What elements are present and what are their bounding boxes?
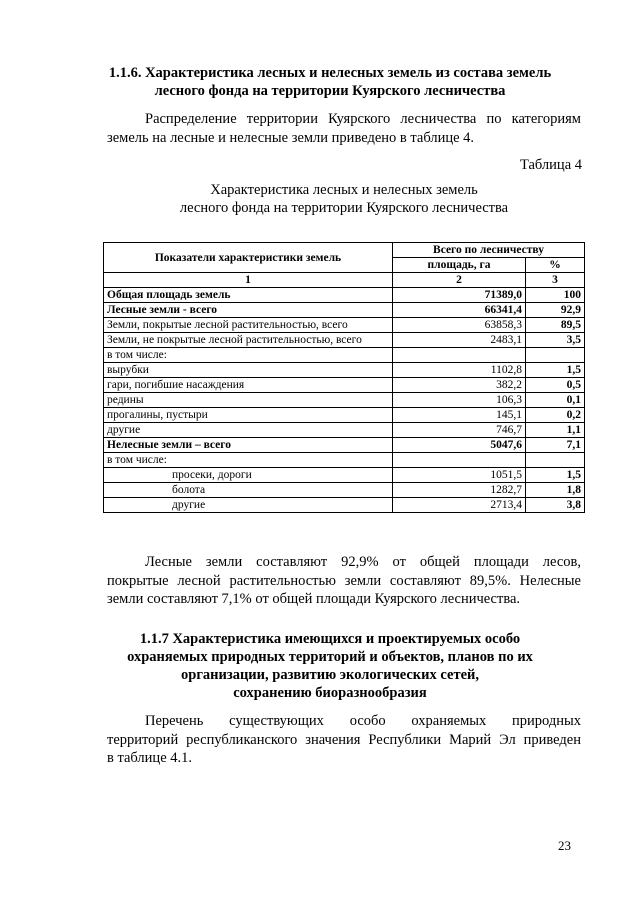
table-row xyxy=(104,318,585,333)
row-percent: 89,5 xyxy=(526,318,585,333)
table-row xyxy=(104,483,585,498)
row-area: 1282,7 xyxy=(393,483,526,498)
row-label: Земли, не покрытые лесной растительностью, всего xyxy=(104,333,393,348)
table-title xyxy=(107,181,581,217)
table-row xyxy=(104,468,585,483)
intro-paragraph xyxy=(107,110,581,147)
heading-line: сохранению биоразнообразия xyxy=(233,685,427,701)
header-percent: % xyxy=(526,258,585,273)
paragraph-line: Лесные земли составляют 92,9% от общей площади лесов, xyxy=(145,554,581,570)
row-label: в том числе: xyxy=(104,348,393,363)
table-row xyxy=(104,303,585,318)
row-percent: 0,5 xyxy=(526,378,585,393)
row-label: просеки, дороги xyxy=(104,468,393,483)
paragraph-line: Перечень существующих особо охраняемых природных xyxy=(145,713,581,729)
row-area: 746,7 xyxy=(393,423,526,438)
row-area: 145,1 xyxy=(393,408,526,423)
table-row xyxy=(104,408,585,423)
table-row xyxy=(104,453,585,468)
table-row xyxy=(104,423,585,438)
summary-paragraph xyxy=(107,553,581,609)
paragraph-line: земли составляют 7,1% от общей площади Куярского лесничества. xyxy=(107,591,521,607)
heading-line: охраняемых природных территорий и объектов, планов по их xyxy=(127,649,533,665)
row-percent: 1,8 xyxy=(526,483,585,498)
table-row xyxy=(104,393,585,408)
column-number: 3 xyxy=(526,273,585,288)
row-area: 63858,3 xyxy=(393,318,526,333)
row-label: прогалины, пустыри xyxy=(104,408,393,423)
column-number: 2 xyxy=(393,273,526,288)
table-row xyxy=(104,438,585,453)
table-row xyxy=(104,498,585,513)
section-heading-1-1-6 xyxy=(80,64,580,100)
row-percent xyxy=(526,348,585,363)
row-label: редины xyxy=(104,393,393,408)
column-number: 1 xyxy=(104,273,393,288)
row-percent: 7,1 xyxy=(526,438,585,453)
row-label: в том числе: xyxy=(104,453,393,468)
paragraph-line: земель на лесные и нелесные земли приведено в таблице 4. xyxy=(107,129,475,146)
row-area: 5047,6 xyxy=(393,438,526,453)
table-row xyxy=(104,333,585,348)
row-percent: 1,5 xyxy=(526,468,585,483)
row-percent: 1,5 xyxy=(526,363,585,378)
row-label: Общая площадь земель xyxy=(104,288,393,303)
paragraph-line: территорий республиканского значения Республики Марий Эл приведен xyxy=(107,731,581,748)
header-total: Всего по лесничеству xyxy=(393,243,585,258)
row-label: вырубки xyxy=(104,363,393,378)
table-body xyxy=(104,288,585,513)
row-label: гари, погибшие насаждения xyxy=(104,378,393,393)
row-area xyxy=(393,348,526,363)
land-characteristics-table xyxy=(103,242,585,513)
row-label: болота xyxy=(104,483,393,498)
row-percent: 92,9 xyxy=(526,303,585,318)
paragraph-line: в таблице 4.1. xyxy=(107,750,193,766)
header-area: площадь, га xyxy=(393,258,526,273)
heading-line: лесного фонда на территории Куярского лесничества xyxy=(154,83,506,99)
row-label: Земли, покрытые лесной растительностью, всего xyxy=(104,318,393,333)
row-area: 1102,8 xyxy=(393,363,526,378)
row-area: 71389,0 xyxy=(393,288,526,303)
table-title-line: Характеристика лесных и нелесных земель xyxy=(210,182,478,198)
row-percent: 3,5 xyxy=(526,333,585,348)
row-area: 382,2 xyxy=(393,378,526,393)
row-label: другие xyxy=(104,498,393,513)
paragraph-line: Распределение территории Куярского лесничества по категориям xyxy=(145,111,581,127)
row-area: 1051,5 xyxy=(393,468,526,483)
oopt-paragraph xyxy=(107,712,581,768)
row-area: 2713,4 xyxy=(393,498,526,513)
heading-line: организации, развитию экологических сетей, xyxy=(181,667,479,683)
row-label: Нелесные земли – всего xyxy=(104,438,393,453)
row-area: 106,3 xyxy=(393,393,526,408)
row-area xyxy=(393,453,526,468)
table-row xyxy=(104,363,585,378)
table-row xyxy=(104,378,585,393)
row-percent: 3,8 xyxy=(526,498,585,513)
row-area: 66341,4 xyxy=(393,303,526,318)
heading-line: 1.1.7 Характеристика имеющихся и проектируемых особо xyxy=(139,631,521,647)
row-label: Лесные земли - всего xyxy=(104,303,393,318)
row-percent: 100 xyxy=(526,288,585,303)
row-percent xyxy=(526,453,585,468)
table-row xyxy=(104,348,585,363)
paragraph-line: покрытые лесной растительностью земли составляют 89,5%. Нелесные xyxy=(107,572,581,589)
row-percent: 0,2 xyxy=(526,408,585,423)
row-area: 2483,1 xyxy=(393,333,526,348)
page-number: 23 xyxy=(558,838,571,853)
table-row xyxy=(104,288,585,303)
section-heading-1-1-7 xyxy=(80,630,580,702)
header-indicator: Показатели характеристики земель xyxy=(104,243,393,273)
heading-line: 1.1.6. Характеристика лесных и нелесных земель из состава земель xyxy=(108,65,552,81)
row-percent: 1,1 xyxy=(526,423,585,438)
row-label: другие xyxy=(104,423,393,438)
table-title-line: лесного фонда на территории Куярского лесничества xyxy=(179,200,509,216)
table-label: Таблица 4 xyxy=(519,157,582,173)
row-percent: 0,1 xyxy=(526,393,585,408)
